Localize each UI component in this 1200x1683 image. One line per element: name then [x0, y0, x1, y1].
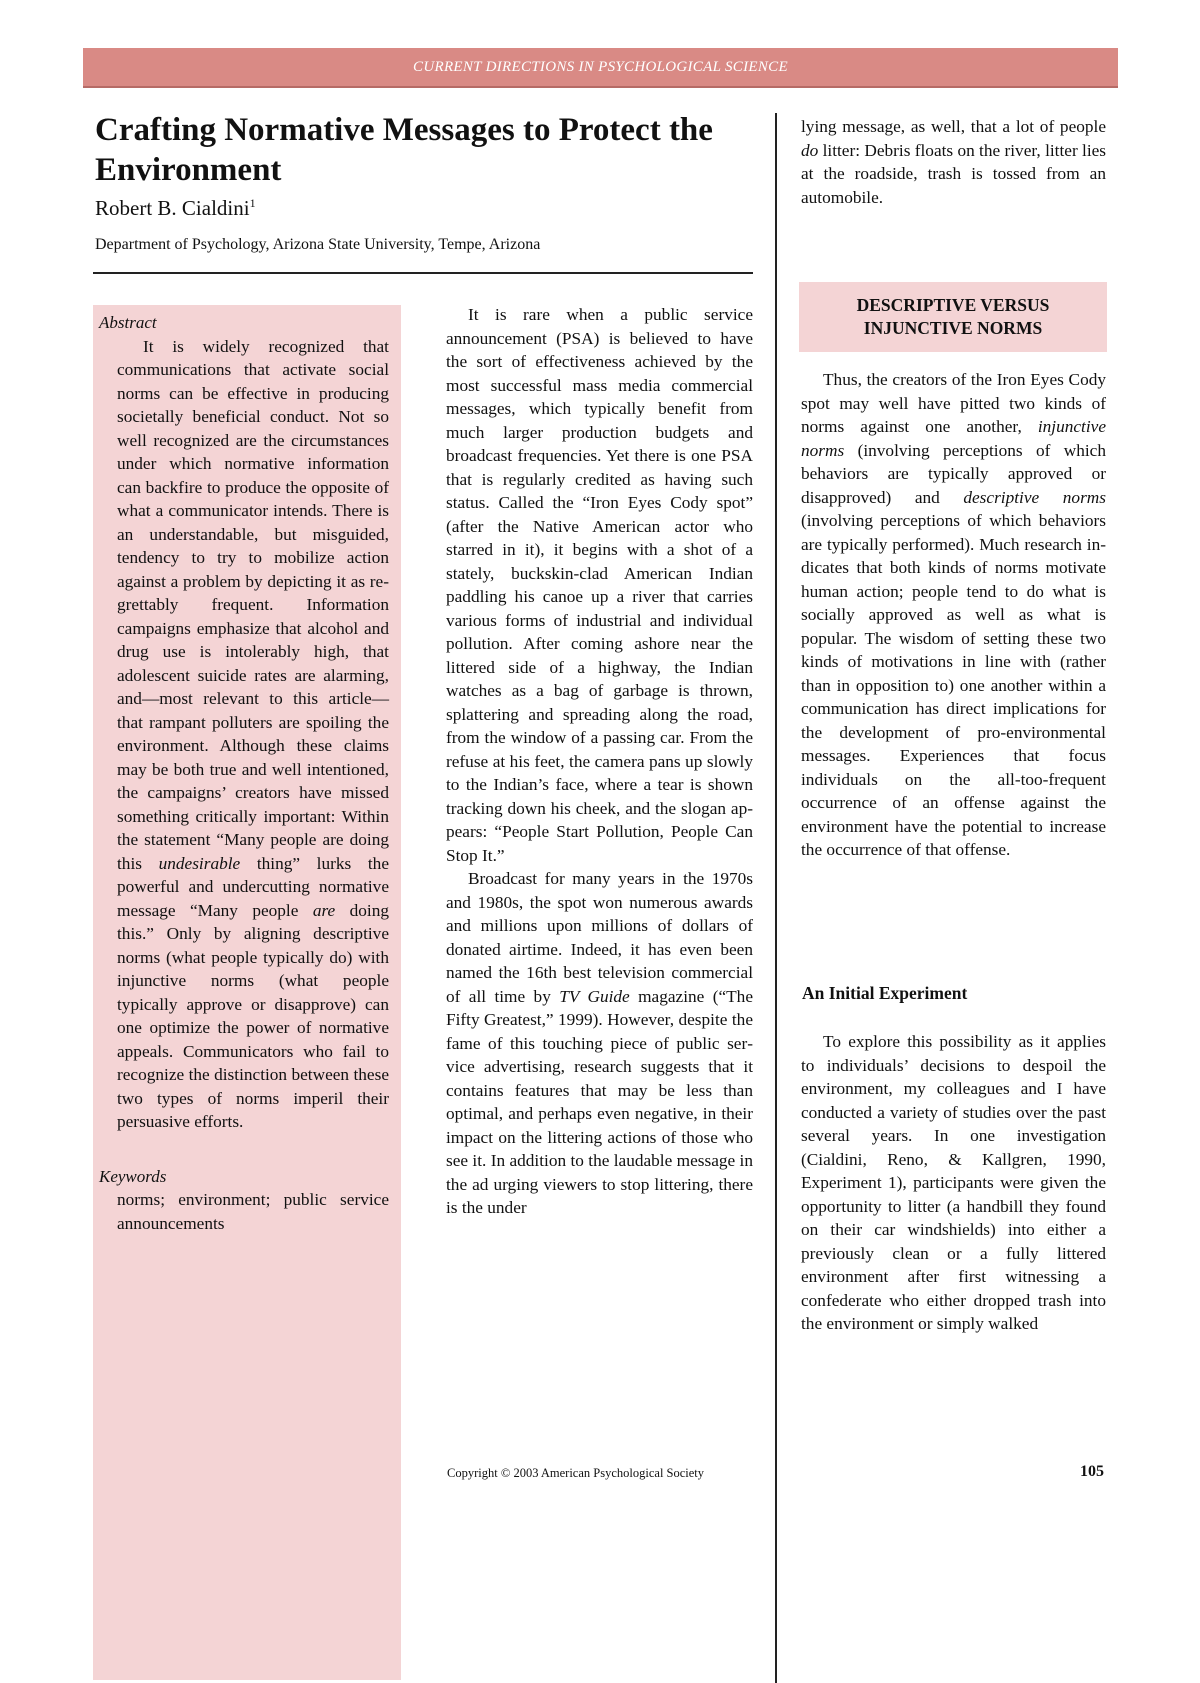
title-divider: [93, 272, 753, 274]
author-name: [95, 196, 256, 221]
keywords-text: norms; environment; public service announcements: [117, 1190, 389, 1233]
body-paragraph: To explore this possibility as it applies to individuals’ decisions to despoil the environment, my colleagues and I have conducted a variety of studies over the past several years. In one investigation (Cialdini, Reno, & Kallgren, 1990, Experiment 1), participants were given the opportunity to litter (a handbill they found on their car windshields) into either a previously clean or a fully littered environment after first witnessing a confederate who either dropped trash into the environment or simply walked: [801, 1032, 1106, 1333]
paragraph-italic: TV Guide: [559, 986, 630, 1006]
section-heading-line: INJUNCTIVE NORMS: [863, 318, 1043, 338]
subsection-heading: An Initial Experiment: [802, 983, 968, 1003]
paragraph-part: (involving perceptions of which behaviors are typically approved or disapproved) and: [801, 440, 1106, 507]
abstract-heading: Abstract: [99, 313, 157, 332]
paragraph-part: Thus, the creators of the Iron Eyes Cody spot may well have pitted two kinds of norms against one another,: [801, 370, 1106, 436]
page-number: 105: [1080, 1463, 1104, 1480]
abstract-part-3: doing this.” Only by aligning descriptive norms (what people typically do) with injunctive norms (what people typically approve or disapprove) can one optimize the power of normative appeals. Communicators who fail to recognize the distinction between these two types of norms imperil their persuasive efforts.: [117, 900, 390, 1131]
keywords-heading: Keywords: [99, 1166, 167, 1186]
paragraph-part: (involving perceptions of which behaviors are typically performed). Much research indicates that both kinds of norms motivate human action; people tend to do what is socially approved as well as what is popular. The wisdom of setting these two kinds of motivations in line with (rather than in opposition to) one another within a communication has direct implications for the development of pro-environmental messages. Experiences that focus individuals on the all-too-frequent occurrence of an offense against the environment have the potential to increase the occurrence of that offense.: [801, 511, 1106, 859]
body-paragraph: [801, 115, 1106, 209]
paragraph-italic: do: [801, 140, 819, 160]
paragraph-part: Broadcast for many years in the 1970s and 1980s, the spot won numerous awards and millions upon millions of dollars of donated airtime. Indeed, it has even been named the 16th best television commercial of all time by: [446, 869, 753, 1006]
section-heading-line: DESCRIPTIVE VERSUS: [856, 295, 1050, 315]
paragraph-part: magazine (“The Fifty Greatest,” 1999). However, despite the fame of this touching piece of public service advertising, research suggests that it contains features that may be less than optimal, and perhaps even negative, in their impact on the littering actions of those who see it. In addition to the laudable message in the ad urging viewers to stop littering, there is the under: [446, 986, 753, 1217]
author-text: Robert B. Cialdini: [95, 196, 250, 220]
body-paragraph: [446, 867, 753, 1220]
abstract-part-2: thing” lurks the powerful and undercutting normative message “Many people: [117, 853, 389, 920]
article-title: Crafting Normative Messages to Protect the Environment: [95, 112, 713, 188]
paragraph-italic: injunctive norms: [801, 417, 1106, 460]
journal-banner: CURRENT DIRECTIONS IN PSYCHOLOGICAL SCIENCE: [83, 48, 1118, 88]
body-column-right-section: [801, 368, 1106, 862]
footer-copyright: Copyright © 2003 American Psychological Society: [447, 1466, 705, 1480]
affiliation: Department of Psychology, Arizona State University, Tempe, Arizona: [95, 236, 541, 253]
paragraph-italic: descriptive norms: [963, 487, 1106, 507]
abstract-italic-2: are: [312, 900, 336, 920]
column-divider: [775, 113, 777, 1683]
abstract-italic-1: undesirable: [158, 853, 241, 873]
paragraph-part: lying message, as well, that a lot of people: [801, 117, 1106, 136]
body-column-right-subsection: [801, 1030, 1106, 1336]
body-column-middle: [446, 303, 753, 1220]
body-paragraph: [801, 368, 1106, 862]
section-heading: [799, 282, 1107, 352]
body-paragraph: It is rare when a public service announcement (PSA) is believed to have the sort of effectiveness achieved by the most successful mass media commercial messages, which typically benefit from much larger production budgets and broadcast frequencies. Yet there is one PSA that is regularly credited as having such status. Called the “Iron Eyes Cody spot” (after the Native American actor who starred in it), it begins with a shot of a stately, buckskin-clad American Indian paddling his canoe up a river that carries various forms of industrial and individual pollution. After coming ashore near the littered side of a highway, the Indian watches as a bag of garbage is thrown, splattering and spreading along the road, from the window of a passing car. From the refuse at his feet, the camera pans up slowly to the Indian’s face, where a tear is shown tracking down his cheek, and the slogan appears: “People Start Pollution, People Can Stop It.”: [446, 305, 753, 865]
author-footnote-mark[interactable]: 1: [249, 196, 256, 210]
body-column-right-continuation: [801, 115, 1106, 209]
abstract-part-1: It is widely recognized that communications that activate social norms can be effective in producing societally beneficial conduct. Not so well recognized are the circumstances under which normative information can backfire to produce the opposite of what a communicator intends. There is an understandable, but misguided, tendency to try to mobilize action against a problem by depicting it as regrettably frequent. Information campaigns emphasize that alcohol and drug use is intolerably high, that adolescent suicide rates are alarming, and—most relevant to this article—that rampant polluters are spoiling the environment. Although these claims may be both true and well intentioned, the campaigns’ creators have missed something critically important: Within the statement “Many people are doing this: [117, 336, 389, 873]
abstract-box: [93, 305, 401, 1680]
abstract-text: [117, 335, 389, 1134]
paragraph-part: litter: Debris floats on the river, litter lies at the roadside, trash is tossed from an automobile.: [801, 140, 1107, 207]
